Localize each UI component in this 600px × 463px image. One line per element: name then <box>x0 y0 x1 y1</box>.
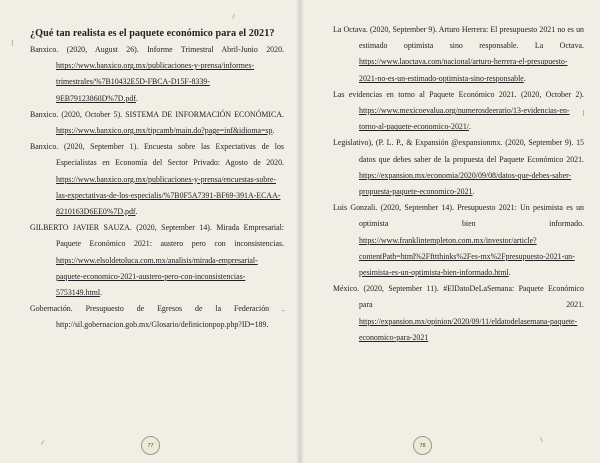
reference-link[interactable]: https://expansion.mx/opinion/2020/09/11/eldatodelasemana-paquete-economico-para-2021 <box>359 316 578 342</box>
page-number-left: 77 <box>141 436 160 455</box>
page-number-right: 78 <box>413 436 432 455</box>
reference-entry: La Octava. (2020, September 9). Arturo Herrera: El presupuesto 2021 no es un estimado optimista sino responsable. La Octava. https://www.laoctava.com/nacional/arturo-herrera-el-presupuesto-2021-no-es-un-estimado-optimista-sino-responsable. <box>333 25 584 83</box>
reference-link[interactable]: https://www.banxico.org.mx/publicaciones-y-prensa/encuestas-sobre-las-expectativas-de-los-especialis/%7B0F5A7391-BF69-391A-ECAA-8210163D6EE0%7D.pdf <box>56 174 281 217</box>
reference-entry: Legislativo), (P. L. P., & Expansión @expansionmx. (2020, September 9). 15 datos que debes saber de la propuesta del Paquete Económico 2021. https://expansion.mx/economia/2020/09/08/datos-que-debes-saber-propuesta-paquete-economico-2021. <box>333 138 584 197</box>
reference-entry: Banxico. (2020, August 26). Informe Trimestral Abril-Junio 2020. https://www.banxico.org.mx/publicaciones-y-prensa/informes-trimestrales/%7B10432E5D-FBCA-D15F-8339-9EB79123860D%7D.pdf. <box>30 45 284 103</box>
reference-link[interactable]: https://www.franklintempleton.com.mx/investor/article?contentPath=html%2Ffttthinks%2Fes-mx%2Fpresupuesto-2021-un-pesimista-es-un-optimista-bien-informado.html <box>359 235 575 278</box>
reference-entry: Banxico. (2020, October 5). SISTEMA DE INFORMACIÓN ECONÓMICA. https://www.banxico.org.mx/tipcamb/main.do?page=inf&idioma=sp. <box>30 109 284 136</box>
reference-entry: Gobernación. Presupuesto de Egresos de la Federación . http://sil.gobernacion.gob.mx/Glosario/definicionpop.php?ID=189. <box>30 304 284 330</box>
reference-link[interactable]: https://www.mexicoevalua.org/numerosdeerario/13-evidencias-en-torno-al-paquete-economico-2021/ <box>359 106 570 132</box>
reference-link[interactable]: https://www.laoctava.com/nacional/arturo-herrera-el-presupuesto-2021-no-es-un-estimado-optimista-sino-responsable <box>359 57 568 83</box>
reference-link[interactable]: https://www.elsoldetoluca.com.mx/analisis/mirada-empresarial-paquete-economico-2021-austero-pero-con-inconsistencias-5753149.html <box>56 255 258 298</box>
reference-entry: Luis Gonzali. (2020, September 14). Presupuesto 2021: Un pesimista es un optimista bien informado. https://www.franklintempleton.com.mx/investor/article?contentPath=html%2Ffttthinks%2Fes-mx%2Fpresupuesto-2021-un-pesimista-es-un-optimista-bien-informado.html. <box>333 203 584 278</box>
reference-entry: GILBERTO JAVIER SAUZA. (2020, September 14). Mirada Empresarial: Paquete Económico 2021: austero pero con inconsistencias. https://www.elsoldetoluca.com.mx/analisis/mirada-empresarial-paquete-economico-2021-austero-pero-con-inconsistencias-5753149.html. <box>30 223 284 298</box>
section-heading: ¿Qué tan realista es el paquete económico para el 2021? <box>30 28 275 39</box>
reference-entry: México. (2020, September 11). #ElDatoDeLaSemana: Paquete Económico para 2021. https://expansion.mx/opinion/2020/09/11/eldatodelasemana-paquete-economico-para-2021 <box>333 284 584 342</box>
reference-entry: Las evidencias en torno al Paquete Económico 2021. (2020, October 2). https://www.mexicoevalua.org/numerosdeerario/13-evidencias-en-torno-al-paquete-economico-2021/. <box>333 89 584 132</box>
reference-link[interactable]: https://www.banxico.org.mx/tipcamb/main.do?page=inf&idioma=sp <box>56 126 273 136</box>
right-page <box>300 0 600 463</box>
reference-entry: Banxico. (2020, September 1). Encuesta sobre las Expectativas de los Especialistas en Economía del Sector Privado: Agosto de 2020. https://www.banxico.org.mx/publicaciones-y-prensa/encuestas-sobre-las-expectativas-de-los-especialis/%7B0F5A7391-BF69-391A-ECAA-8210163D6EE0%7D.pdf. <box>30 142 284 217</box>
reference-link[interactable]: https://expansion.mx/economia/2020/09/08/datos-que-debes-saber-propuesta-paquete-economico-2021 <box>359 170 572 197</box>
reference-link[interactable]: https://www.banxico.org.mx/publicaciones-y-prensa/informes-trimestrales/%7B10432E5D-FBCA-D15F-8339-9EB79123860D%7D.pdf <box>56 61 255 103</box>
